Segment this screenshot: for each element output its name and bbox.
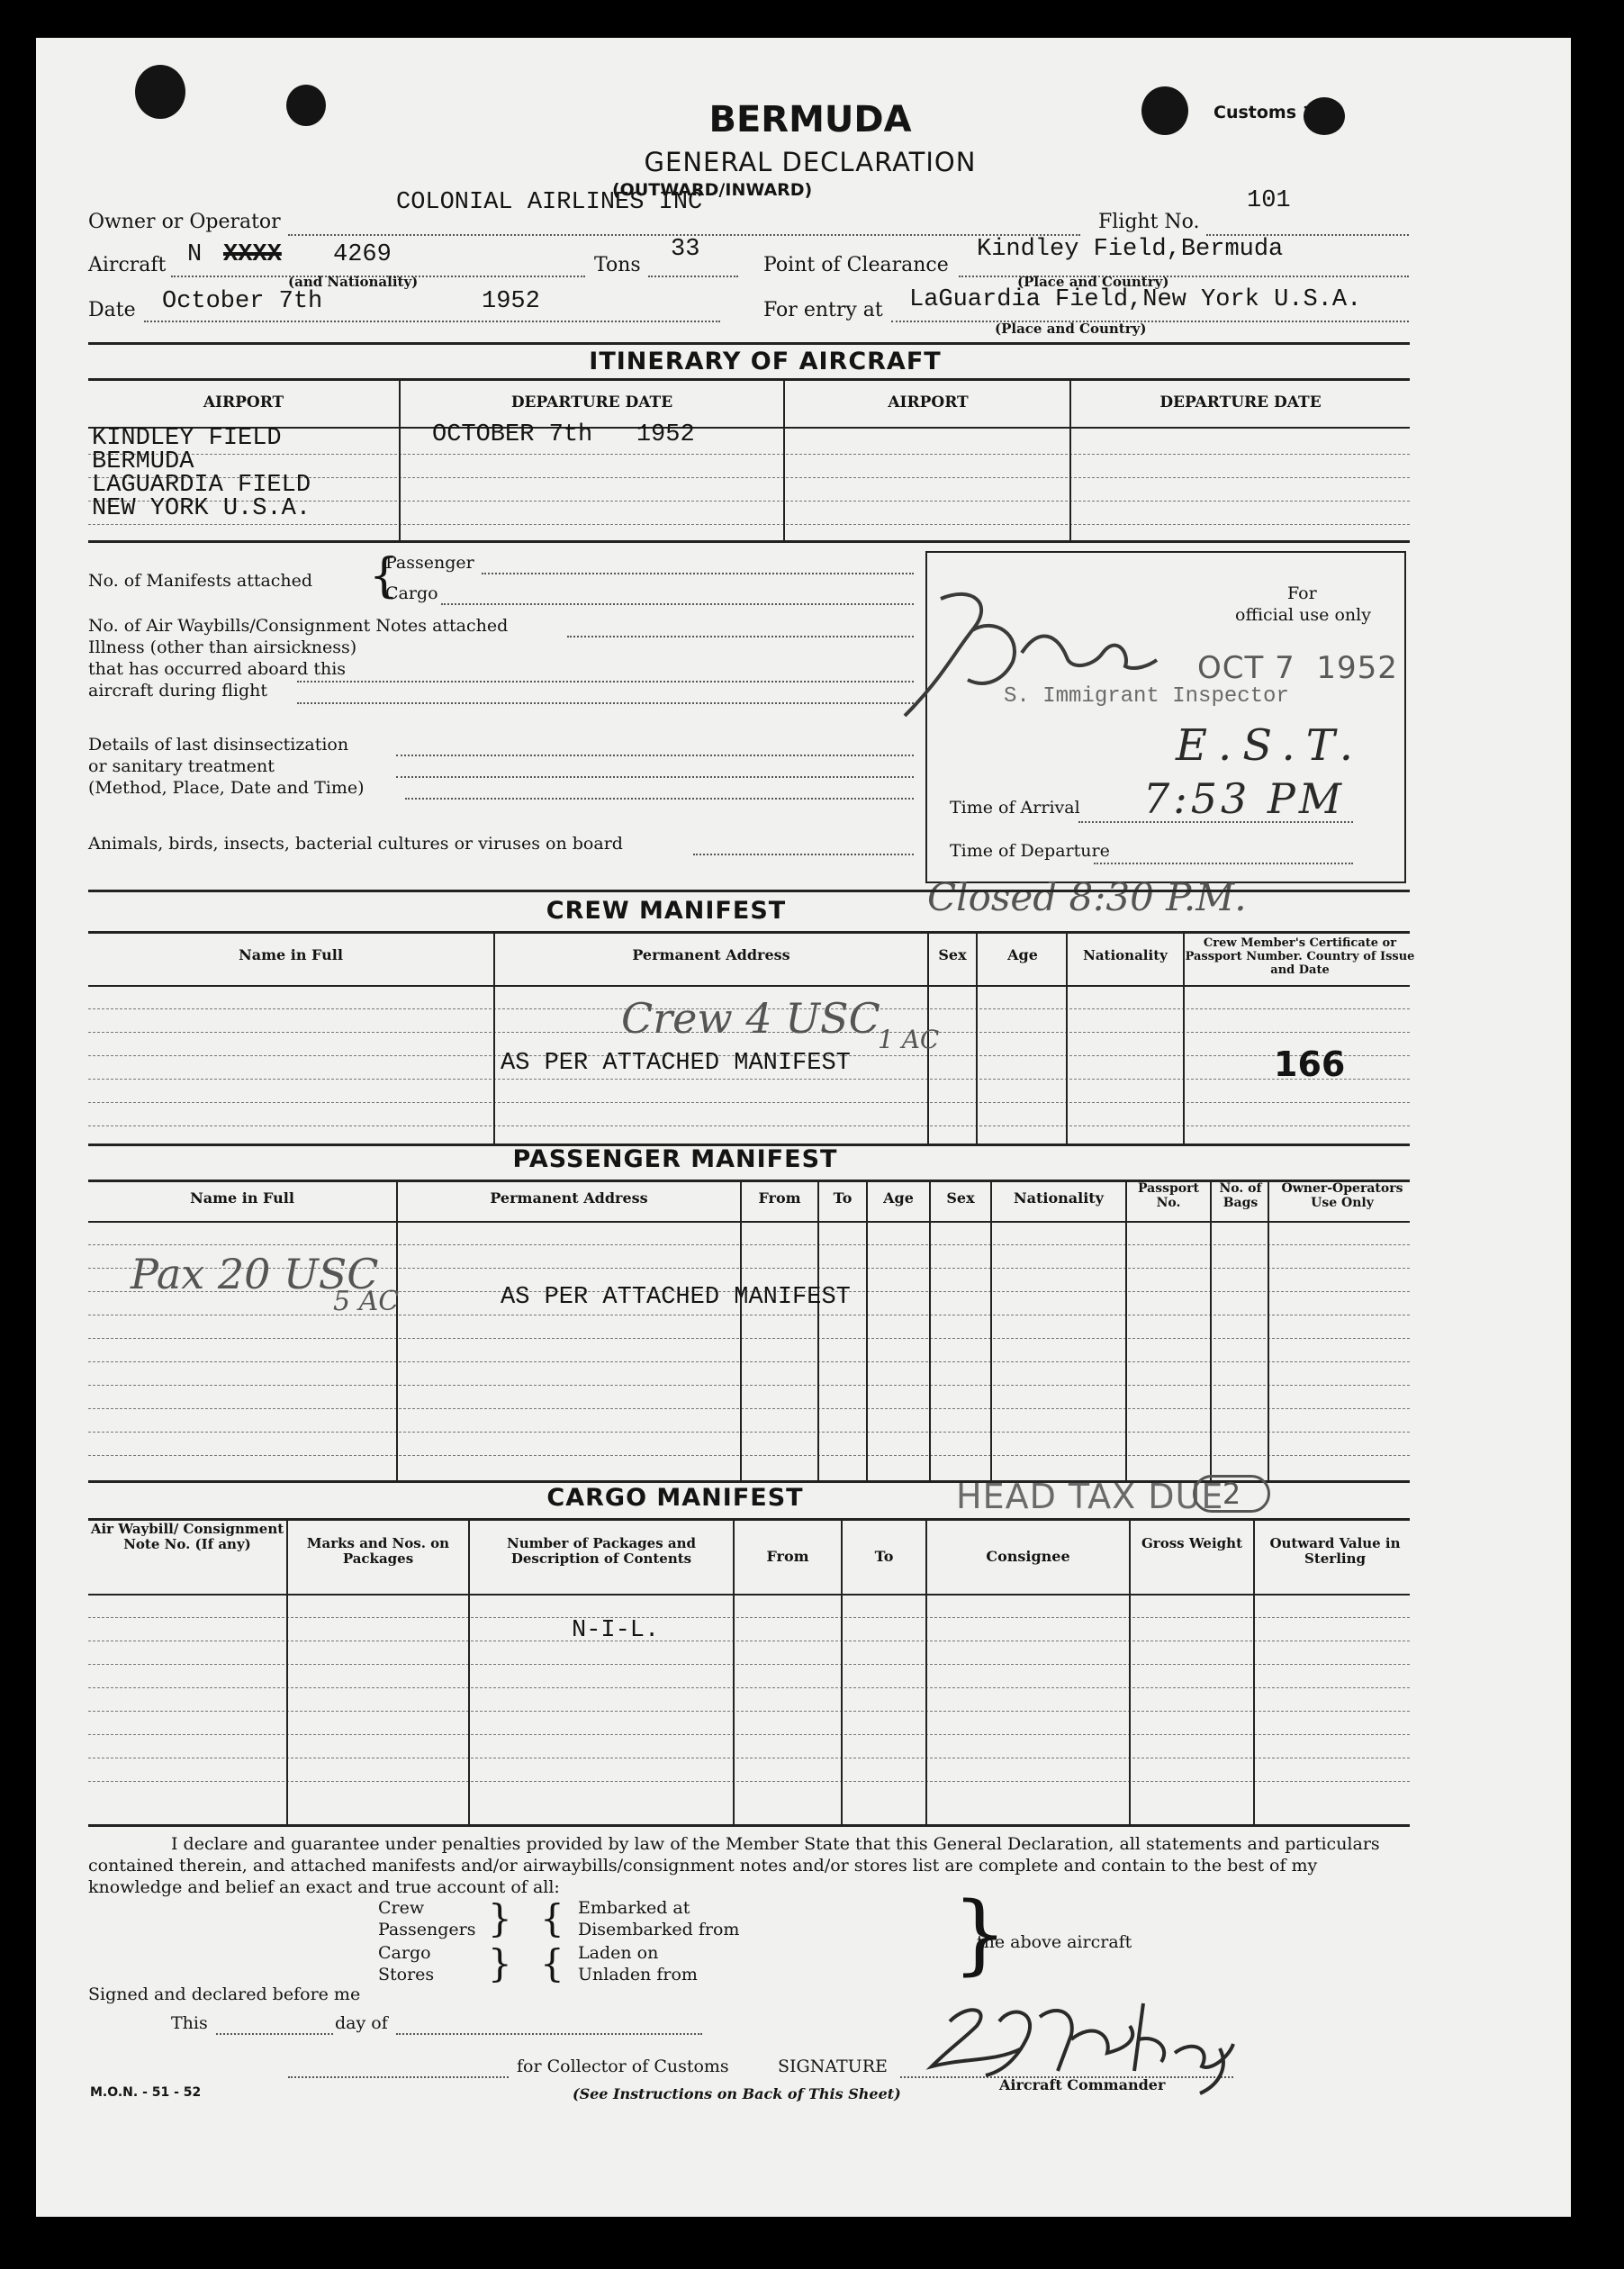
cargo-col-from: From [766, 1548, 809, 1565]
itinerary-divider-1 [399, 378, 401, 540]
commander-label: Aircraft Commander [999, 2076, 1166, 2093]
form-subtitle: GENERAL DECLARATION [644, 147, 977, 177]
passenger-divider-4 [866, 1180, 868, 1480]
itinerary-airport-line-1: KINDLEY FIELD [92, 425, 282, 452]
itinerary-divider-3 [1069, 378, 1071, 540]
manifests-passenger-line [482, 573, 914, 574]
form-title: BERMUDA [708, 99, 912, 140]
crew-col-rule [88, 985, 1410, 987]
illness-line-3: aircraft during flight [88, 681, 268, 701]
itinerary-departure-date: OCTOBER 7th 1952 [432, 421, 695, 448]
itinerary-col-airport-2: AIRPORT [888, 393, 969, 411]
crew-head-rule [88, 931, 1410, 934]
entry-dotted-line [891, 321, 1409, 322]
declaration-stores: Stores [378, 1965, 435, 1984]
crew-col-certificate: Crew Member's Certificate or Passport Number. Country of Issue and Date [1185, 936, 1415, 977]
date-value: October 7th [162, 288, 323, 315]
disinsect-line-b [396, 776, 914, 778]
date-label: Date [88, 299, 136, 321]
cargo-col-value: Outward Value in Sterling [1269, 1535, 1401, 1567]
passenger-divider-3 [817, 1180, 819, 1480]
crew-divider-4 [1066, 931, 1068, 1144]
entry-label: For entry at [763, 299, 883, 321]
itinerary-ruling-1 [88, 454, 1410, 455]
itinerary-col-rule [88, 427, 1410, 429]
crew-ruling-5 [88, 1102, 1410, 1103]
head-tax-stamp: HEAD TAX DUE [956, 1477, 1224, 1516]
punch-hole-right [1141, 86, 1188, 135]
passenger-divider-7 [1125, 1180, 1127, 1480]
cargo-bottom-rule [88, 1824, 1410, 1827]
flight-value: 101 [1247, 187, 1291, 214]
declaration-brace-3: } [488, 1941, 512, 1985]
passenger-divider-1 [396, 1180, 398, 1480]
crew-typed-note: AS PER ATTACHED MANIFEST [501, 1050, 851, 1077]
arrival-time: 7:53 PM [1143, 774, 1345, 823]
customs-form-number: Customs 1-A [1213, 103, 1335, 122]
itinerary-col-airport-1: AIRPORT [203, 393, 284, 411]
declaration-brace-big: } [952, 1884, 1008, 1984]
crew-divider-3 [976, 931, 978, 1144]
passenger-divider-8 [1210, 1180, 1212, 1480]
passenger-col-to: To [833, 1189, 853, 1207]
passenger-col-nationality: Nationality [1014, 1189, 1104, 1207]
declaration-text: I declare and guarantee under penalties provided by law of the Member State that this General Declaration, all statements and particulars contained therein, and attached manifests and/or airwaybills/consignment notes and/or stores list are complete and contain to the best of my knowledge and belief an exact and true account of all: [88, 1834, 1380, 1897]
instructions-note: (See Instructions on Back of This Sheet) [573, 2085, 901, 2102]
crew-col-name: Name in Full [239, 946, 343, 963]
aircraft-note: (and Nationality) [288, 274, 419, 290]
declaration-unladen: Unladen from [578, 1965, 698, 1984]
declaration-embarked: Embarked at [578, 1898, 690, 1918]
declaration-brace-1: } [488, 1896, 512, 1940]
flight-label: Flight No. [1098, 211, 1200, 233]
declaration-brace-2: { [540, 1896, 564, 1940]
arrival-label: Time of Arrival [950, 798, 1080, 818]
passenger-col-bags: No. of Bags [1219, 1181, 1262, 1210]
aircraft-value: 4269 [333, 241, 392, 268]
cargo-col-consignee: Consignee [986, 1548, 1070, 1565]
passenger-col-owner: Owner-Operators Use Only [1281, 1181, 1403, 1210]
this-label: This [171, 2013, 208, 2033]
crew-top-rule [88, 890, 1410, 892]
disinsect-line-a [396, 755, 914, 756]
departure-label: Time of Departure [950, 841, 1110, 861]
official-use-title-2: official use only [1235, 605, 1371, 625]
cargo-typed-nil: N-I-L. [572, 1617, 660, 1644]
manifests-cargo-label: Cargo [385, 583, 438, 603]
passenger-divider-2 [740, 1180, 742, 1480]
head-tax-stamp-number: 2 [1193, 1475, 1270, 1513]
manifests-label: No. of Manifests attached [88, 571, 313, 591]
declaration-passengers: Passengers [378, 1920, 476, 1939]
owner-label: Owner or Operator [88, 211, 281, 233]
disinsect-line-1: Details of last disinsectization [88, 735, 349, 755]
cargo-divider-3 [733, 1518, 735, 1824]
crew-handwritten-count: Crew 4 USC [621, 994, 880, 1043]
cargo-divider-7 [1253, 1518, 1255, 1824]
passenger-divider-9 [1268, 1180, 1269, 1480]
itinerary-airport-line-2: BERMUDA [92, 448, 194, 475]
disinsect-line-2: or sanitary treatment [88, 756, 275, 776]
cargo-col-marks: Marks and Nos. on Packages [306, 1535, 450, 1567]
cargo-col-packages: Number of Packages and Description of Contents [507, 1535, 696, 1567]
passenger-col-age: Age [883, 1189, 914, 1207]
date-dotted-line [144, 321, 720, 322]
crew-ruling-4 [88, 1079, 1410, 1080]
owner-value: COLONIAL AIRLINES INC [396, 189, 703, 216]
itinerary-heading: ITINERARY OF AIRCRAFT [589, 348, 942, 375]
crew-number: 166 [1274, 1044, 1346, 1084]
crew-col-nationality: Nationality [1083, 947, 1168, 963]
cargo-col-waybill: Air Waybill/ Consignment Note No. (If any) [90, 1521, 284, 1552]
itinerary-col-date-2: DEPARTURE DATE [1159, 393, 1322, 411]
itinerary-airport-line-3: LAGUARDIA FIELD [92, 472, 311, 499]
cargo-divider-2 [468, 1518, 470, 1824]
crew-col-age: Age [1007, 946, 1038, 963]
crew-col-sex: Sex [938, 946, 967, 963]
itinerary-head-rule [88, 378, 1410, 381]
waybills-line [567, 636, 914, 637]
passenger-heading: PASSENGER MANIFEST [512, 1145, 838, 1173]
passenger-handwritten-count: Pax 20 USC [131, 1250, 379, 1298]
disinsect-line-3: (Method, Place, Date and Time) [88, 778, 365, 798]
declaration-crew: Crew [378, 1898, 425, 1918]
collector-label: for Collector of Customs [517, 2057, 729, 2076]
itinerary-divider-2 [783, 378, 785, 540]
aircraft-struck: XXXX [223, 241, 282, 268]
cargo-divider-6 [1129, 1518, 1131, 1824]
time-zone-handwritten: E.S.T. [1176, 720, 1364, 771]
itinerary-airport-line-4: NEW YORK U.S.A. [92, 495, 311, 522]
declaration-brace-4: { [540, 1941, 564, 1985]
illness-line-1: Illness (other than airsickness) [88, 637, 357, 657]
tons-value: 33 [671, 236, 700, 263]
day-of-label: day of [335, 2013, 388, 2033]
crew-divider-5 [1183, 931, 1185, 1144]
closed-note: Closed 8:30 P.M. [927, 875, 1247, 919]
passenger-col-from: From [758, 1189, 801, 1207]
clearance-value: Kindley Field,Bermuda [977, 236, 1284, 263]
passenger-col-passport: Passport No. [1138, 1181, 1199, 1210]
passenger-divider-6 [990, 1180, 992, 1480]
illness-line-b [297, 702, 914, 704]
crew-col-address: Permanent Address [632, 946, 790, 963]
crew-handwritten-count-2: 1 AC [878, 1025, 940, 1054]
inspector-stamp-date: OCT 7 1952 [1197, 650, 1398, 686]
this-day-line [216, 2033, 333, 2035]
passenger-typed-note: AS PER ATTACHED MANIFEST [501, 1284, 851, 1311]
aircraft-prefix: N [187, 241, 203, 268]
animals-label: Animals, birds, insects, bacterial cultures or viruses on board [88, 834, 623, 854]
declaration-above-aircraft: the above aircraft [977, 1932, 1132, 1952]
form-number: M.O.N. - 51 - 52 [90, 2085, 202, 2100]
signed-before-label: Signed and declared before me [88, 1984, 361, 2004]
aircraft-label: Aircraft [88, 254, 167, 276]
waybills-label: No. of Air Waybills/Consignment Notes attached [88, 616, 509, 636]
inspector-stamp-title: S. Immigrant Inspector [1004, 684, 1289, 709]
punch-hole-center [286, 85, 326, 126]
illness-line-2: that has occurred aboard this [88, 659, 347, 679]
manifests-cargo-line [441, 603, 914, 605]
animals-line [693, 854, 914, 855]
collector-line [288, 2076, 509, 2078]
cargo-divider-4 [841, 1518, 843, 1824]
declaration-cargo: Cargo [378, 1943, 431, 1963]
declaration-laden: Laden on [578, 1943, 659, 1963]
signature-label: SIGNATURE [778, 2057, 888, 2076]
crew-heading: CREW MANIFEST [546, 897, 787, 925]
official-use-title-1: For [1287, 583, 1317, 603]
passenger-col-name: Name in Full [190, 1189, 294, 1207]
itinerary-ruling-4 [88, 524, 1410, 525]
cargo-col-to: To [874, 1548, 894, 1565]
tons-label: Tons [594, 254, 641, 276]
passenger-handwritten-count-2: 5 AC [333, 1286, 400, 1317]
itinerary-bottom-rule [88, 540, 1410, 543]
clearance-note: (Place and Country) [1017, 274, 1169, 290]
tons-dotted-line [648, 276, 738, 277]
itinerary-top-rule [88, 342, 1410, 345]
cargo-col-weight: Gross Weight [1141, 1535, 1243, 1551]
punch-hole-left [135, 65, 185, 119]
day-of-line [396, 2033, 702, 2035]
passenger-col-sex: Sex [946, 1189, 975, 1207]
year-value: 1952 [482, 288, 540, 315]
illness-line-a [297, 681, 914, 683]
crew-ruling-6 [88, 1125, 1410, 1126]
manifests-brace: { [369, 549, 400, 603]
entry-note: (Place and Country) [995, 321, 1147, 337]
departure-line [1094, 863, 1353, 864]
manifests-passenger-label: Passenger [385, 553, 474, 573]
entry-value: LaGuardia Field,New York U.S.A. [909, 286, 1362, 313]
cargo-heading: CARGO MANIFEST [546, 1484, 804, 1512]
declaration-disembarked: Disembarked from [578, 1920, 740, 1939]
passenger-col-address: Permanent Address [490, 1189, 648, 1207]
itinerary-col-date-1: DEPARTURE DATE [510, 393, 673, 411]
disinsect-line-c [405, 798, 914, 800]
passenger-divider-5 [929, 1180, 931, 1480]
cargo-divider-1 [286, 1518, 288, 1824]
crew-divider-1 [493, 931, 495, 1144]
direction-label: (OUTWARD/INWARD) [612, 180, 813, 200]
clearance-label: Point of Clearance [763, 254, 949, 276]
cargo-divider-5 [925, 1518, 927, 1824]
